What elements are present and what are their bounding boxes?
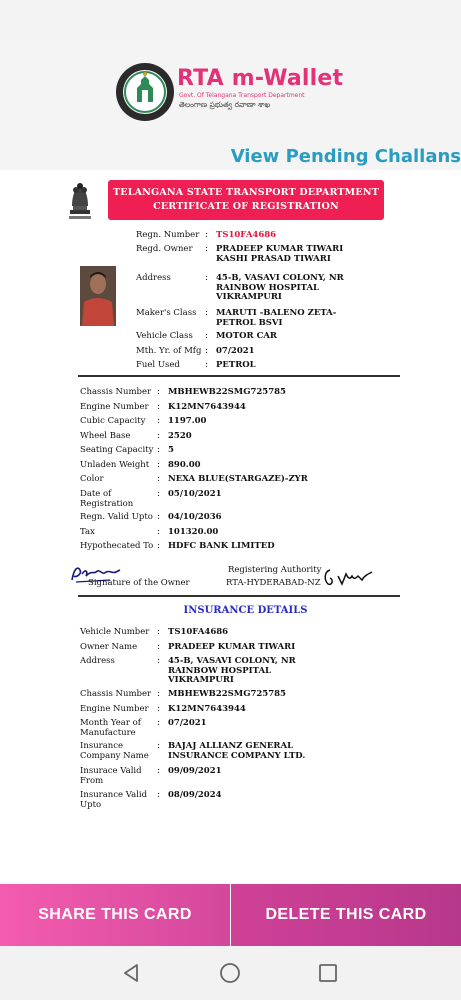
field-label: Chassis Number [80,387,152,397]
department-name: TELANGANA STATE TRANSPORT DEPARTMENT [113,187,379,198]
certificate-title: CERTIFICATE OF REGISTRATION [153,201,339,212]
divider [78,595,400,597]
field-label: Maker's Class [136,308,197,318]
divider [78,375,400,377]
field-value: KASHI PRASAD TIWARI [216,253,331,264]
field-colon: : [205,244,209,254]
field-value: MARUTI -BALENO ZETA- [216,308,337,318]
field-colon: : [205,273,209,283]
field-value: MBHEWB22SMG725785 [168,387,286,397]
field-value: TS10FA4686 [216,230,277,240]
field-colon: : [157,526,161,537]
field-value: K12MN7643944 [168,703,246,714]
field-value: PETROL [216,360,256,370]
logo-title: RTA m-Wallet [177,66,344,91]
field-colon: : [157,459,161,470]
share-card-button[interactable]: SHARE THIS CARD [0,884,230,946]
field-value: TS10FA4686 [168,627,229,637]
field-value: VIKRAMPURI [168,675,234,685]
field-value: RAINBOW HOSPITAL [168,665,272,676]
field-label: Regd. Owner [136,244,193,254]
app-logo [115,60,355,130]
field-colon: : [157,641,161,652]
field-label: Seating Capacity [80,445,154,455]
logo-subtitle: Govt. Of Telangana Transport Department [179,92,305,99]
field-colon: : [157,541,161,551]
field-label: Owner Name [80,641,138,652]
field-value: 07/2021 [168,718,207,728]
field-colon: : [157,766,161,776]
delete-card-button[interactable]: DELETE THIS CARD [231,884,461,946]
field-value: RAINBOW HOSPITAL [216,282,320,293]
field-label: Wheel Base [80,430,131,441]
field-colon: : [205,308,209,318]
field-label: Mth. Yr. of Mfg [136,346,202,356]
field-label: Month Year of Manufacture [80,718,141,738]
field-label: Regn. Valid Upto [80,512,153,522]
field-colon: : [157,474,161,484]
home-icon[interactable] [219,962,241,984]
field-colon: : [205,331,209,341]
field-label: Color [80,474,104,484]
field-value: 09/09/2021 [168,766,222,776]
field-value: MBHEWB22SMG725785 [168,689,286,699]
department-banner [108,180,384,220]
field-value: PETROL BSVI [216,317,283,328]
field-value: 890.00 [168,459,201,470]
field-value: 08/09/2024 [168,790,222,800]
field-colon: : [157,401,161,412]
field-colon: : [157,387,161,397]
telangana-emblem-icon [115,62,175,122]
field-label: Tax [80,526,95,537]
recents-icon[interactable] [317,962,339,984]
field-label: Unladen Weight [80,459,150,470]
field-value: 04/10/2036 [168,512,222,522]
field-value: 5 [168,445,174,455]
owner-photo [80,266,116,326]
ashoka-emblem-icon [66,176,94,222]
field-value: PRADEEP KUMAR TIWARI [216,244,344,254]
field-colon: : [157,488,161,499]
field-label: Insurance Valid Upto [80,790,148,810]
field-value: 07/2021 [216,346,255,356]
logo-telugu-text: తెలంగాణ ప్రభుత్వ రవాణా శాఖ [179,100,271,109]
field-colon: : [157,430,161,441]
field-colon: : [157,445,161,455]
field-label: Engine Number [80,401,149,412]
field-value: HDFC BANK LIMITED [168,541,275,551]
view-pending-challans-link[interactable]: View Pending Challans [230,146,461,167]
field-label: Engine Number [80,703,149,714]
field-label: Address [136,273,171,283]
field-label: Insurace Valid From [80,766,142,786]
field-colon: : [205,360,209,370]
field-value: 2520 [168,430,192,441]
field-label: Hypothecated To [80,541,154,551]
registering-authority-label: Registering Authority [228,565,322,575]
registration-card [0,172,461,882]
field-colon: : [157,718,161,728]
field-value: 101320.00 [168,526,219,537]
field-label: Regn. Number [136,230,200,240]
status-bar [0,0,461,40]
field-colon: : [205,346,209,356]
field-label: Address [80,656,115,666]
field-colon: : [157,656,161,666]
field-value: PRADEEP KUMAR TIWARI [168,641,296,652]
field-label: Vehicle Number [80,627,150,637]
field-label: Cubic Capacity [80,416,146,426]
field-colon: : [157,703,161,714]
field-value: INSURANCE COMPANY LTD. [168,750,306,761]
insurance-details-title: INSURANCE DETAILS [183,605,308,616]
field-value: 1197.00 [168,416,207,426]
back-icon[interactable] [120,962,142,984]
field-value: 05/10/2021 [168,488,222,499]
field-colon: : [157,741,161,751]
field-value: VIKRAMPURI [216,292,282,302]
registering-authority-value: RTA-HYDERABAD-NZ [226,578,321,588]
field-value: 45-B, VASAVI COLONY, NR [168,656,296,666]
field-colon: : [205,230,209,240]
field-value: 45-B, VASAVI COLONY, NR [216,273,344,283]
field-label: Chassis Number [80,689,152,699]
field-colon: : [157,416,161,426]
field-label: Insurance Company Name [80,741,149,761]
field-colon: : [157,689,161,699]
navigation-bar [0,946,461,1000]
field-colon: : [157,627,161,637]
field-label: Date of Registration [80,488,134,509]
field-value: K12MN7643944 [168,401,246,412]
authority-signature-icon [322,566,374,590]
signature-owner-label: Signature of the Owner [88,578,190,588]
field-value: NEXA BLUE(STARGAZE)-ZYR [168,474,308,484]
field-label: Vehicle Class [136,331,193,341]
field-label: Fuel Used [136,360,180,370]
field-colon: : [157,512,161,522]
field-value: MOTOR CAR [216,331,277,341]
field-colon: : [157,790,161,800]
field-value: BAJAJ ALLIANZ GENERAL [168,741,294,751]
